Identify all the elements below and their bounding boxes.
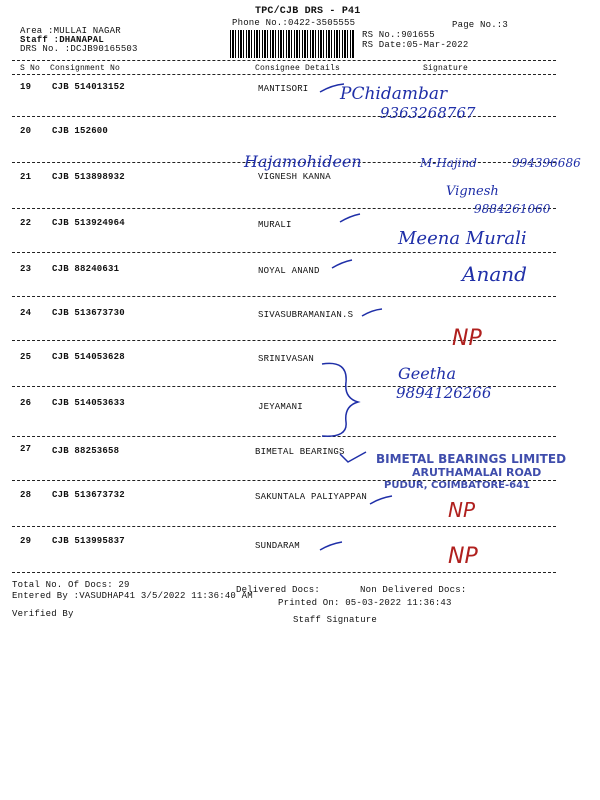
row-sno: 21	[20, 172, 32, 182]
non-delivered-docs: Non Delivered Docs:	[360, 585, 467, 595]
not-present-mark: NP	[448, 544, 478, 569]
total-docs: Total No. Of Docs: 29	[12, 580, 130, 590]
row-sno: 24	[20, 308, 32, 318]
not-present-mark: NP	[452, 326, 482, 351]
tick-mark-icon	[318, 82, 348, 96]
row-consignment: CJB 513673732	[52, 490, 125, 500]
row-consignment: CJB 513898932	[52, 172, 125, 182]
row-consignment: CJB 152600	[52, 126, 109, 136]
row-consignment: CJB 514053628	[52, 352, 125, 362]
row-sno: 29	[20, 536, 32, 546]
tick-mark-icon	[368, 494, 394, 508]
col-header-signature: Signature	[423, 64, 469, 73]
row-sno: 19	[20, 82, 32, 92]
company-stamp-line: ARUTHAMALAI ROAD	[412, 466, 542, 479]
divider	[12, 296, 556, 297]
barcode	[230, 30, 354, 58]
row-sno: 26	[20, 398, 32, 408]
staff-signature: Staff Signature	[293, 615, 378, 625]
row-consignee: MURALI	[258, 220, 292, 230]
row-sno: 23	[20, 264, 32, 274]
divider	[12, 74, 556, 75]
row-consignment: CJB 514053633	[52, 398, 125, 408]
row-consignee: SAKUNTALA PALIYAPPAN	[255, 492, 368, 502]
row-consignee: SIVASUBRAMANIAN.S	[258, 310, 354, 320]
printed-on: Printed On: 05-03-2022 11:36:43	[278, 598, 452, 608]
company-stamp-line: PUDUR, COIMBATORE-641	[384, 480, 531, 491]
row-consignee: JEYAMANI	[258, 402, 303, 412]
not-present-mark: NP	[448, 498, 476, 522]
divider	[12, 526, 556, 527]
row-sno: 20	[20, 126, 32, 136]
tick-mark-icon	[360, 306, 384, 320]
verified-by: Verified By	[12, 609, 74, 619]
delivered-docs: Delivered Docs:	[236, 585, 321, 595]
row-consignment: CJB 513995837	[52, 536, 125, 546]
row-sno: 27	[20, 444, 32, 454]
row-consignment: CJB 513924964	[52, 218, 125, 228]
handwritten-name: Hajamohideen	[244, 152, 362, 171]
col-header-consignee: Consignee Details	[255, 64, 341, 73]
row-consignment: CJB 514013152	[52, 82, 125, 92]
handwritten-signature: PChidambar	[340, 84, 448, 104]
brace-icon	[318, 358, 372, 442]
col-header-sno: S No	[20, 64, 41, 73]
handwritten-phone: 9884261060	[474, 202, 551, 216]
row-consignee: VIGNESH KANNA	[258, 172, 331, 182]
tick-mark-icon	[318, 540, 344, 554]
handwritten-signature: Anand	[462, 262, 527, 286]
handwritten-signature: Meena Murali	[398, 228, 527, 249]
handwritten-signature: M-Hajind	[420, 156, 477, 170]
handwritten-signature: Geetha	[398, 364, 456, 383]
handwritten-signature: Vignesh	[446, 184, 499, 199]
row-sno: 22	[20, 218, 32, 228]
tick-mark-icon	[330, 258, 354, 272]
divider	[12, 60, 556, 61]
divider	[12, 572, 556, 573]
page-number: Page No.:3	[452, 20, 509, 30]
area-label: Area :MULLAI NAGAR	[20, 26, 121, 36]
handwritten-phone: 994396686	[512, 156, 581, 170]
row-consignee: NOYAL ANAND	[258, 266, 320, 276]
col-header-consignment: Consignment No	[50, 64, 121, 73]
phone-number: Phone No.:0422-3505555	[232, 18, 356, 28]
tick-mark-icon	[338, 212, 362, 226]
company-stamp-line: BIMETAL BEARINGS LIMITED	[376, 452, 567, 466]
row-consignee: MANTISORI	[258, 84, 309, 94]
row-consignment: CJB 88240631	[52, 264, 120, 274]
row-sno: 28	[20, 490, 32, 500]
divider	[12, 436, 556, 437]
row-sno: 25	[20, 352, 32, 362]
row-consignee: BIMETAL BEARINGS	[255, 447, 345, 457]
rs-date: RS Date:05-Mar-2022	[362, 40, 469, 50]
handwritten-phone: 9363268767	[380, 104, 476, 122]
rs-number: RS No.:901655	[362, 30, 435, 40]
staff-label: Staff :DHANAPAL	[20, 35, 105, 45]
handwritten-phone: 9894126266	[396, 384, 492, 402]
divider	[12, 252, 556, 253]
document-title: TPC/CJB DRS - P41	[255, 6, 361, 17]
drs-number: DRS No. :DCJB90165503	[20, 44, 138, 54]
row-consignee: SUNDARAM	[255, 541, 300, 551]
entered-by: Entered By :VASUDHAP41 3/5/2022 11:36:40 AM	[12, 591, 253, 601]
row-consignment: CJB 88253658	[52, 446, 120, 456]
row-consignee: SRINIVASAN	[258, 354, 315, 364]
tick-mark-icon	[338, 450, 368, 466]
row-consignment: CJB 513673730	[52, 308, 125, 318]
